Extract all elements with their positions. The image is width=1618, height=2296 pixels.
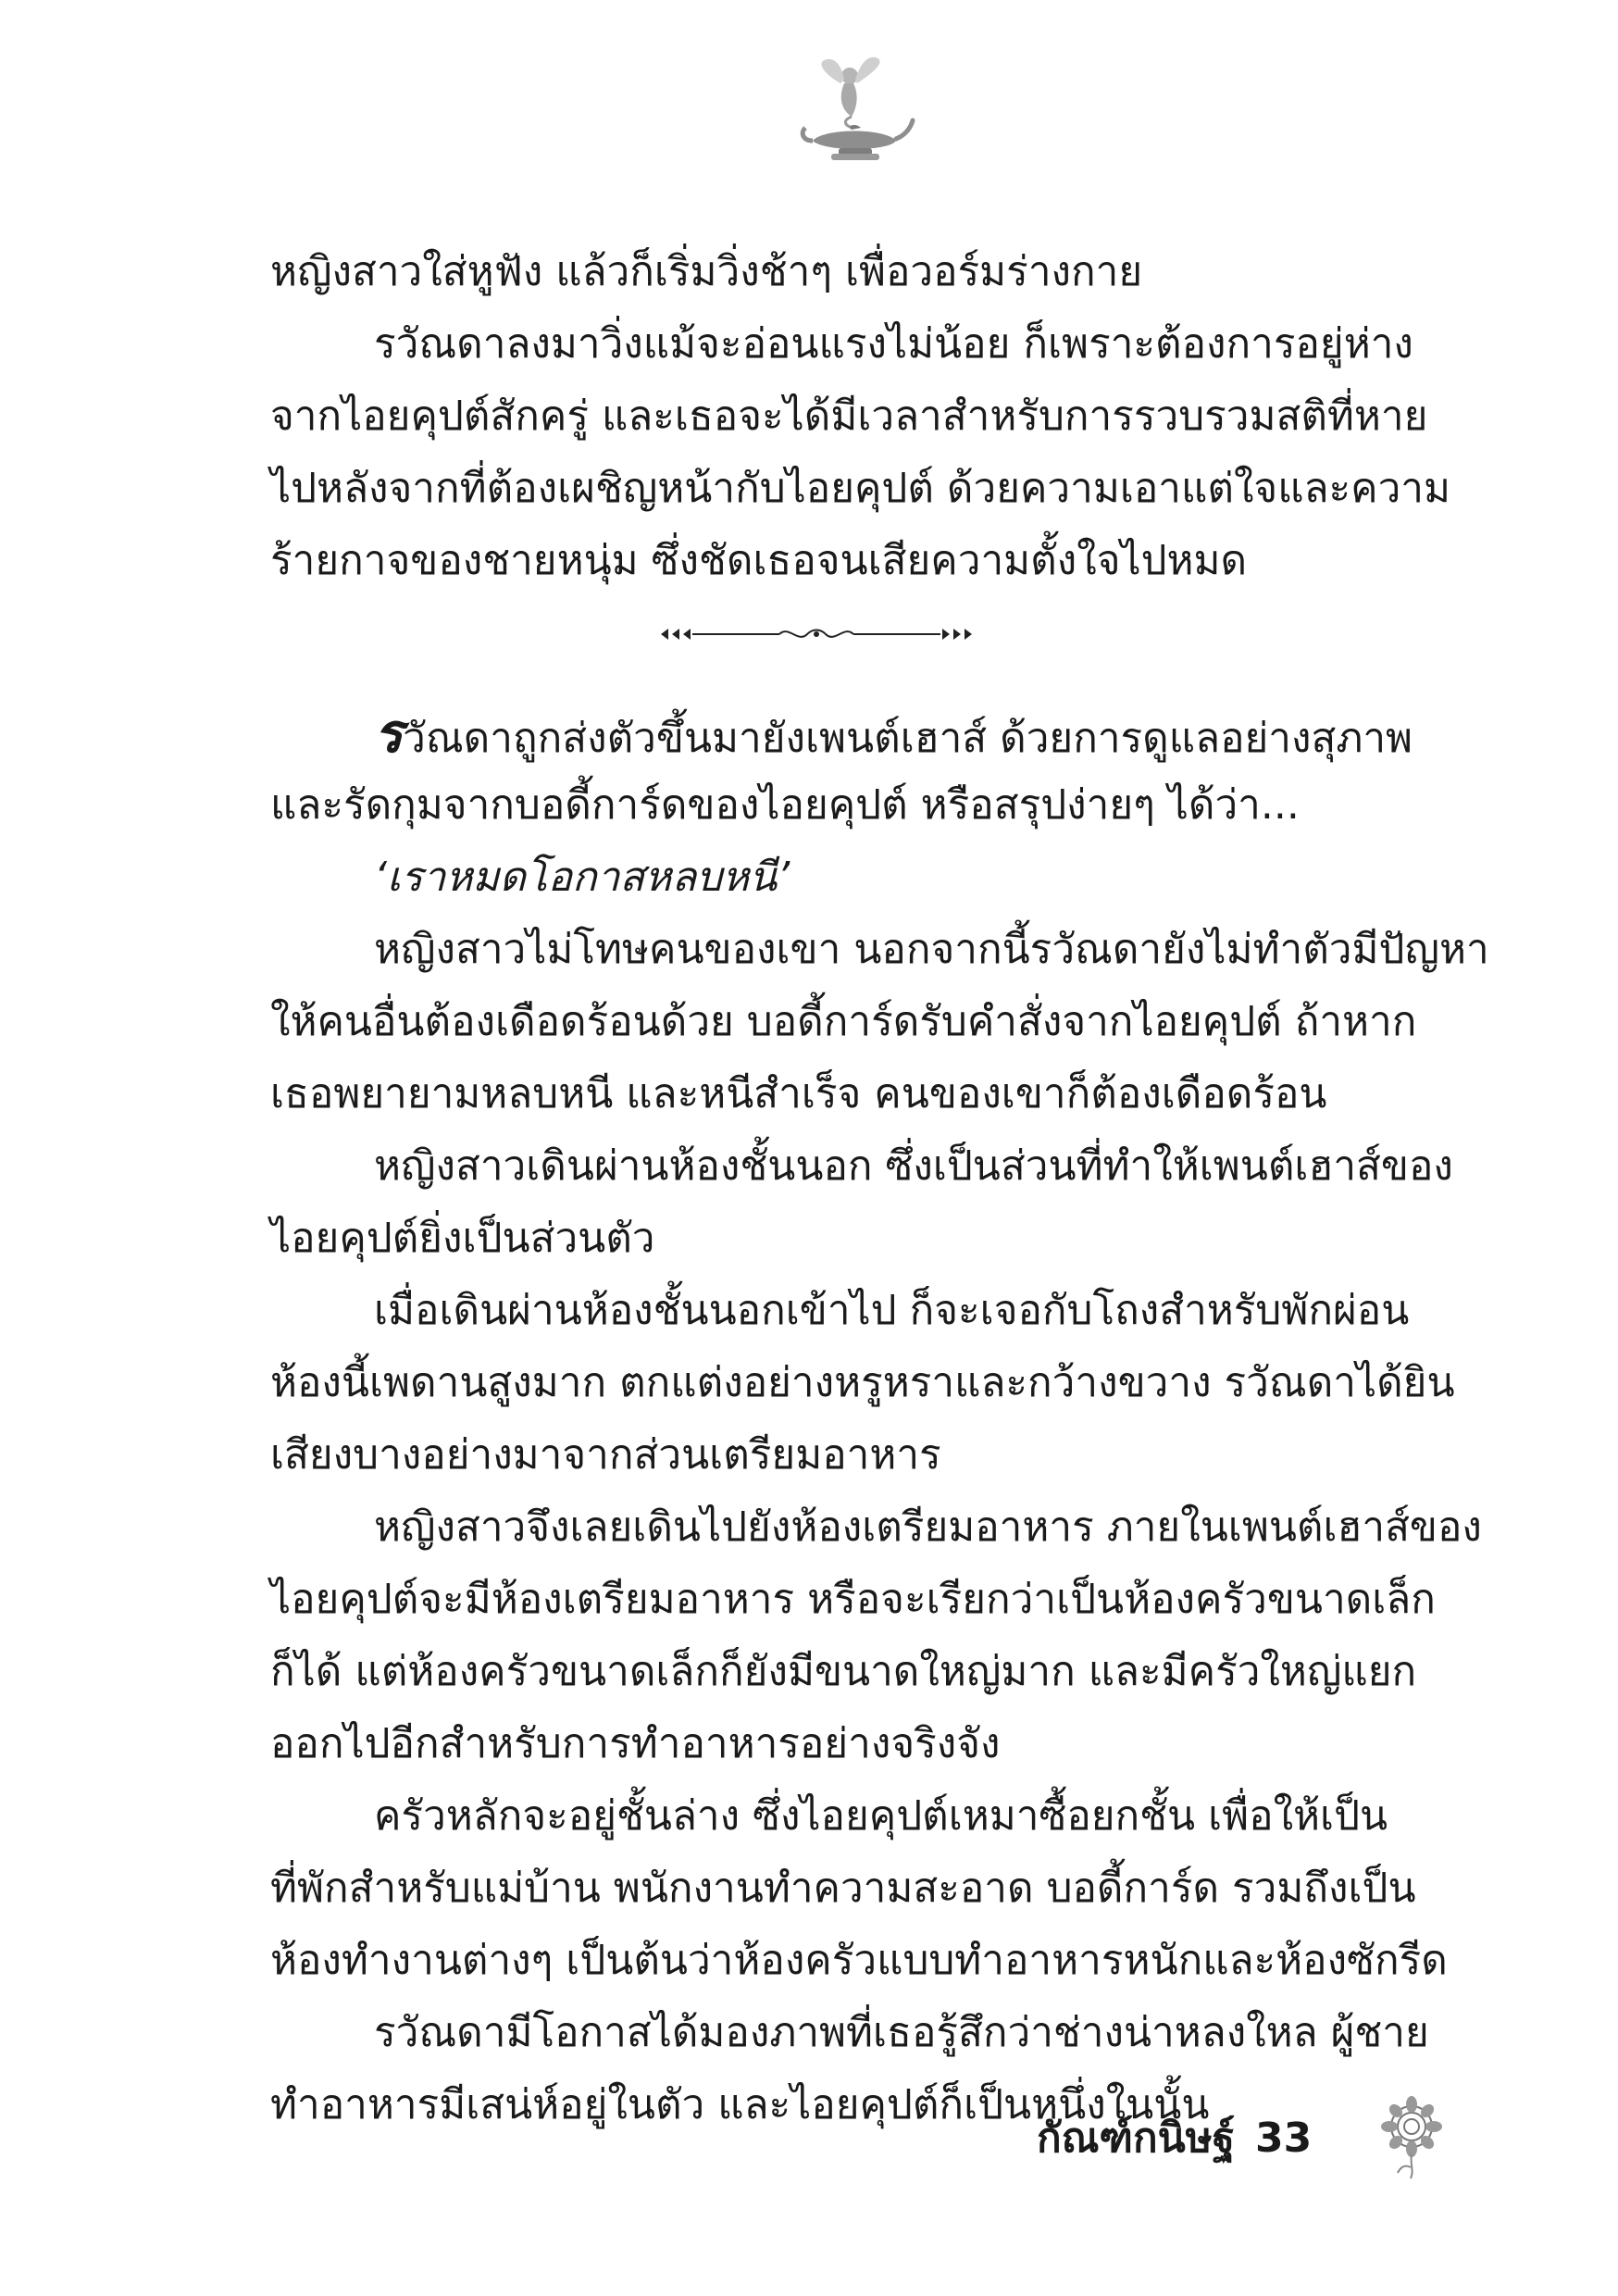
text-line: หญิงสาวจึงเลยเดินไปยังห้องเตรียมอาหาร ภายในเพนต์เฮาส์ของ bbox=[374, 1504, 1482, 1551]
text-line: ไอยคุปต์จะมีห้องเตรียมอาหาร หรือจะเรียกว่าเป็นห้องครัวขนาดเล็ก bbox=[270, 1576, 1436, 1623]
text-line: ครัวหลักจะอยู่ชั้นล่าง ซึ่งไอยคุปต์เหมาซื้อยกชั้น เพื่อให้เป็น bbox=[374, 1792, 1388, 1840]
text-line: เสียงบางอย่างมาจากส่วนเตรียมอาหาร bbox=[270, 1431, 941, 1479]
text-line: เธอพยายามหลบหนี และหนีสำเร็จ คนของเขาก็ต้องเดือดร้อน bbox=[270, 1070, 1327, 1117]
lamp-fairy-icon bbox=[796, 56, 916, 167]
text-line: ห้องทำงานต่างๆ เป็นต้นว่าห้องครัวแบบทำอาหารหนักและห้องซักรีด bbox=[270, 1937, 1448, 1984]
drop-cap: ร bbox=[374, 702, 404, 765]
text-line: ไอยคุปต์ยิ่งเป็นส่วนตัว bbox=[270, 1215, 655, 1262]
flower-icon bbox=[1379, 2088, 1444, 2180]
text-line: รวัณดาลงมาวิ่งแม้จะอ่อนแรงไม่น้อย ก็เพราะต้องการอยู่ห่าง bbox=[374, 320, 1413, 368]
page-footer bbox=[1037, 2102, 1312, 2176]
text-line: ทำอาหารมีเสน่ห์อยู่ในตัว และไอยคุปต์ก็เป็นหนึ่งในนั้น bbox=[270, 2081, 1210, 2128]
text-line: ให้คนอื่นต้องเดือดร้อนด้วย บอดี้การ์ดรับคำสั่งจากไอยคุปต์ ถ้าหาก bbox=[270, 998, 1417, 1045]
book-title: กัณฑ์กนิษฐ์ bbox=[1037, 2115, 1235, 2162]
text-line: ไปหลังจากที่ต้องเผชิญหน้ากับไอยคุปต์ ด้วยความเอาแต่ใจและความ bbox=[270, 465, 1451, 512]
text-line: รวัณดามีโอกาสได้มองภาพที่เธอรู้สึกว่าช่างน่าหลงใหล ผู้ชาย bbox=[374, 2009, 1429, 2056]
text-line: ห้องนี้เพดานสูงมาก ตกแต่งอย่างหรูหราและกว้างขวาง รวัณดาได้ยิน bbox=[270, 1359, 1455, 1406]
text-line: ที่พักสำหรับแม่บ้าน พนักงานทำความสะอาด บอดี้การ์ด รวมถึงเป็น bbox=[270, 1865, 1416, 1912]
text-line: เมื่อเดินผ่านห้องชั้นนอกเข้าไป ก็จะเจอกับโถงสำหรับพักผ่อน bbox=[374, 1287, 1410, 1334]
text-line: ก็ได้ แต่ห้องครัวขนาดเล็กก็ยังมีขนาดใหญ่มาก และมีครัวใหญ่แยก bbox=[270, 1648, 1417, 1695]
text-line: ‘เราหมดโอกาสหลบหนี’ bbox=[374, 854, 790, 901]
text-line: หญิงสาวเดินผ่านห้องชั้นนอก ซึ่งเป็นส่วนที่ทำให้เพนต์เฮาส์ของ bbox=[374, 1142, 1453, 1190]
ornamental-divider bbox=[270, 597, 1446, 679]
text-line-dropcap bbox=[270, 697, 1446, 769]
text-line: หญิงสาวไม่โทษคนของเขา นอกจากนี้รวัณดายังไม่ทำตัวมีปัญหา bbox=[374, 926, 1489, 973]
text-line: หญิงสาวใส่หูฟัง แล้วก็เริ่มวิ่งช้าๆ เพื่อวอร์มร่างกาย bbox=[270, 248, 1143, 295]
text-line: ออกไปอีกสำหรับการทำอาหารอย่างจริงจัง bbox=[270, 1720, 1001, 1767]
paragraph-group-top bbox=[270, 236, 1451, 597]
page-number: 33 bbox=[1254, 2115, 1313, 2162]
text-line-rest: วัณดาถูกส่งตัวขึ้นมายังเพนต์เฮาส์ ด้วยการดูแลอย่างสุภาพ bbox=[403, 715, 1413, 762]
text-line: ร้ายกาจของชายหนุ่ม ซึ่งชัดเธอจนเสียความตั้งใจไปหมด bbox=[270, 537, 1248, 584]
paragraph-group-bottom bbox=[270, 769, 1489, 2141]
ornamental-divider-icon bbox=[659, 616, 974, 653]
body-text bbox=[270, 236, 1489, 2141]
text-line: และรัดกุมจากบอดี้การ์ดของไอยคุปต์ หรือสรุปง่ายๆ ได้ว่า... bbox=[270, 781, 1300, 829]
text-line: จากไอยคุปต์สักครู่ และเธอจะได้มีเวลาสำหรับการรวบรวมสติที่หาย bbox=[270, 393, 1428, 440]
